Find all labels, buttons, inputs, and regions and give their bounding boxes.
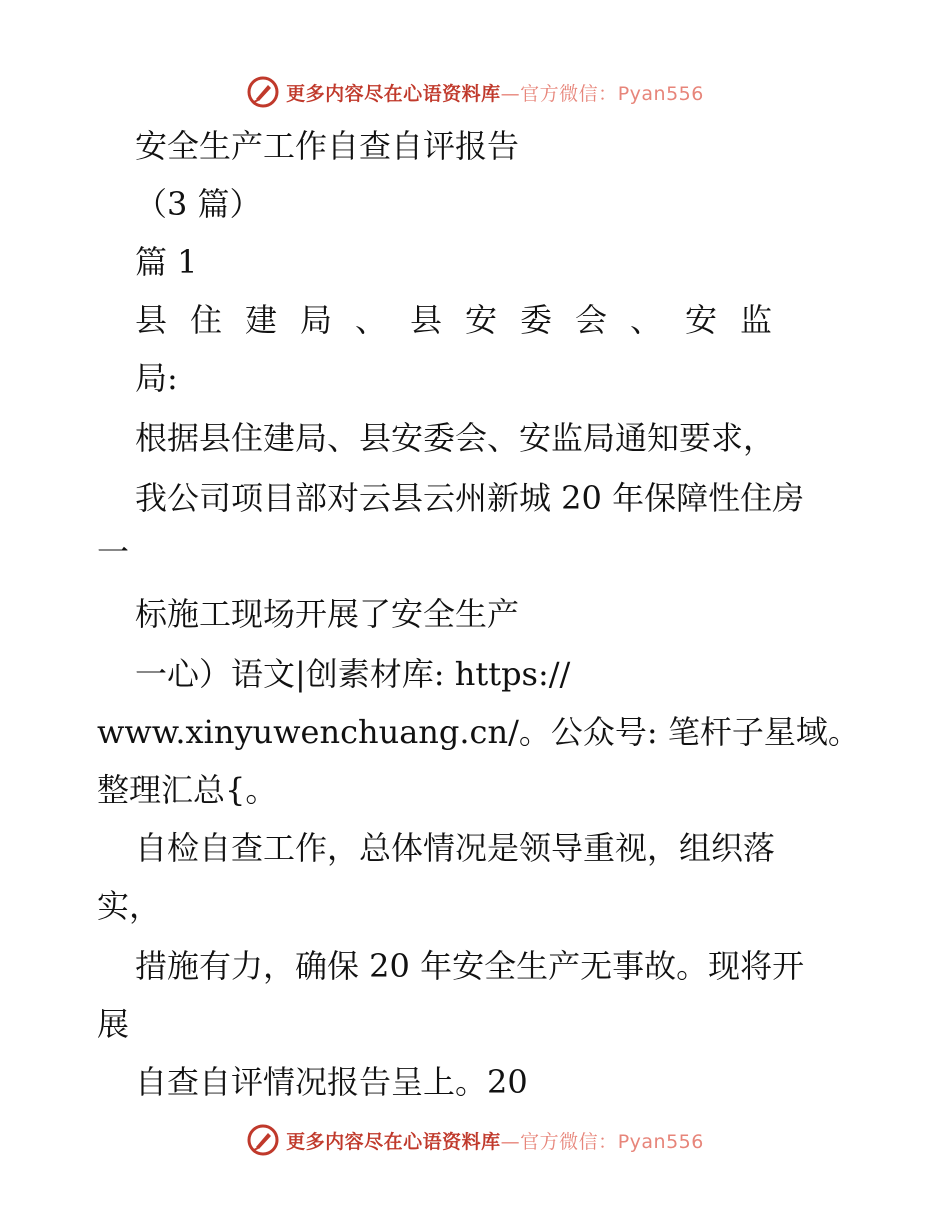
paragraph-line: 标施工现场开展了安全生产	[135, 595, 520, 633]
quill-pen-logo-icon	[246, 75, 280, 109]
paragraph-line: 整理汇总{。	[97, 771, 278, 809]
document-title: 安全生产工作自查自评报告	[135, 127, 520, 165]
banner-account-text: Pyan556	[617, 1130, 704, 1153]
document-count: （3 篇）	[135, 185, 262, 223]
paragraph-line: www.xinyuwenchuang.cn/。公众号: 笔杆子星域。	[97, 713, 860, 751]
paragraph-line: 展	[97, 1005, 130, 1043]
paragraph-line: 一	[97, 533, 130, 571]
banner-account-text: Pyan556	[617, 82, 704, 105]
paragraph-line: 一心）语文|创素材库: https://	[135, 655, 571, 693]
banner-separator-text: —官方微信：	[500, 82, 618, 105]
paragraph-line: 自查自评情况报告呈上。20	[135, 1063, 528, 1101]
part-heading: 篇 1	[135, 243, 198, 281]
banner-main-text: 更多内容尽在心语资料库	[286, 1130, 501, 1153]
paragraph-line: 自检自查工作，总体情况是领导重视，组织落	[135, 829, 776, 867]
footer-watermark-banner	[0, 1120, 950, 1160]
addressee-line: 县住建局、县安委会、安监	[135, 301, 796, 339]
banner-separator-text: —官方微信：	[500, 1130, 618, 1153]
banner-main-text: 更多内容尽在心语资料库	[286, 82, 501, 105]
paragraph-line: 措施有力，确保 20 年安全生产无事故。现将开	[135, 947, 805, 985]
addressee-line-cont: 局:	[135, 359, 178, 397]
quill-pen-logo-icon	[246, 1123, 280, 1157]
paragraph-line: 根据县住建局、县安委会、安监局通知要求，	[135, 419, 776, 457]
paragraph-line: 实，	[97, 887, 162, 925]
paragraph-line: 我公司项目部对云县云州新城 20 年保障性住房	[135, 479, 805, 517]
header-watermark-banner	[0, 72, 950, 112]
